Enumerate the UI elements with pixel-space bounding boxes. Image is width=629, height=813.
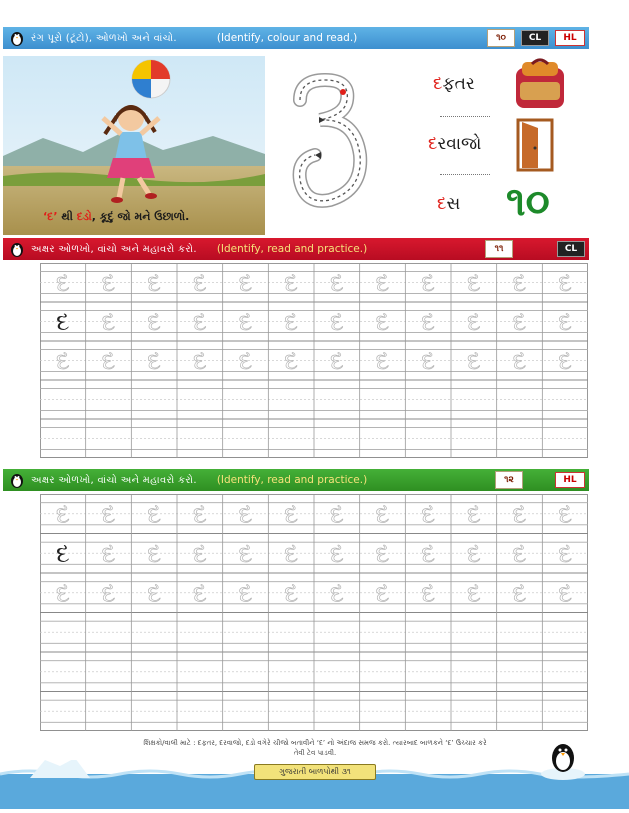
trace-letter[interactable]: દ [284, 308, 298, 337]
section2-cl-badge: CL [557, 241, 585, 257]
section3-instruction-gujarati: અક્ષર ઓળખો, વાંચો અને મહાવરો કરો. [31, 474, 197, 486]
trace-letter[interactable]: દ [55, 499, 70, 529]
trace-letter[interactable]: દ [192, 499, 207, 529]
trace-letter[interactable]: દ [466, 578, 481, 608]
trace-letter[interactable]: દ [558, 499, 573, 529]
trace-letter[interactable]: દ [467, 269, 481, 298]
trace-letter[interactable]: દ [101, 538, 116, 568]
trace-letter[interactable]: દ [147, 578, 162, 608]
trace-letter[interactable]: દ [375, 269, 390, 298]
trace-letter[interactable]: દ [467, 308, 481, 337]
trace-letter[interactable]: દ [56, 347, 70, 376]
section1-number-badge: ૧૦ [487, 29, 515, 47]
penguin-icon [9, 240, 25, 258]
girl-with-ball-illustration [3, 56, 265, 235]
caption-rest: , કૂદું જો મને ઉછાળો. [91, 210, 190, 223]
model-letter: દ [56, 308, 70, 337]
section1-header [3, 27, 589, 49]
trace-letter[interactable]: દ [193, 347, 207, 376]
divider [440, 116, 490, 117]
trace-letter[interactable]: દ [147, 269, 161, 298]
trace-letter[interactable]: દ [329, 578, 344, 608]
trace-letter[interactable]: દ [238, 269, 253, 298]
trace-letter[interactable]: દ [330, 269, 344, 298]
trace-letter[interactable]: દ [375, 578, 390, 608]
trace-letter[interactable]: દ [330, 347, 344, 376]
trace-letter[interactable]: દ [147, 538, 162, 568]
word-darvajo-rest: રવાજો [437, 134, 482, 154]
trace-letter[interactable]: દ [421, 499, 436, 529]
practice-grid-1[interactable] [40, 263, 588, 459]
practice-grid-2[interactable] [40, 494, 588, 732]
section1-instruction-english: (Identify, colour and read.) [216, 32, 358, 44]
trace-letter[interactable]: દ [512, 538, 527, 568]
trace-letter[interactable]: દ [330, 308, 344, 337]
caption-word: દડો [76, 210, 92, 223]
trace-letter[interactable]: દ [466, 499, 481, 529]
scene-caption [43, 210, 189, 224]
caption-mid: થી [57, 210, 77, 223]
trace-letter[interactable]: દ [101, 308, 116, 337]
trace-letter[interactable]: દ [56, 269, 70, 298]
trace-letter[interactable]: દ [558, 578, 573, 608]
trace-letter[interactable]: દ [466, 538, 481, 568]
number-ten-icon: ૧૦ [506, 179, 550, 225]
section3-header [3, 469, 589, 491]
practice-grid-svg[interactable] [40, 263, 588, 458]
model-letter: દ [55, 538, 70, 568]
section3-number-badge: ૧૨ [495, 471, 523, 489]
word-das-initial: દ [437, 194, 447, 214]
trace-letter[interactable]: દ [421, 538, 436, 568]
trace-letter[interactable]: દ [512, 308, 527, 337]
page-number-label: ગુજરાતી બાળપોથી ૩૧ [254, 764, 376, 780]
trace-letter[interactable]: દ [375, 308, 390, 337]
school-bag-icon [510, 56, 570, 116]
trace-letter[interactable]: દ [512, 347, 527, 376]
trace-letter[interactable]: દ [101, 578, 116, 608]
trace-letter[interactable]: દ [558, 347, 572, 376]
trace-letter[interactable]: દ [375, 347, 390, 376]
trace-letter[interactable]: દ [558, 269, 572, 298]
section2-header [3, 238, 589, 260]
trace-letter[interactable]: દ [467, 347, 481, 376]
trace-letter[interactable]: દ [421, 578, 436, 608]
word-darvajo [428, 134, 481, 154]
trace-letter[interactable]: દ [284, 538, 299, 568]
teacher-note-line2: તેવી ટેવ પાડવી. [293, 749, 337, 757]
section2-number-badge: ૧૧ [485, 240, 513, 258]
trace-letter[interactable]: દ [284, 269, 298, 298]
trace-letter[interactable]: દ [512, 578, 527, 608]
trace-letter[interactable]: દ [421, 269, 435, 298]
section3-instruction-english: (Identify, read and practice.) [216, 474, 368, 486]
section1-hl-badge: HL [555, 30, 585, 46]
caption-letter: ‘દ’ [43, 210, 58, 223]
trace-letter[interactable]: દ [558, 538, 573, 568]
section2-instruction-gujarati: અક્ષર ઓળખો, વાંચો અને મહાવરો કરો. [31, 243, 197, 255]
trace-letter[interactable]: દ [329, 499, 344, 529]
trace-letter[interactable]: દ [284, 578, 299, 608]
trace-letter[interactable]: દ [512, 499, 527, 529]
word-darvajo-initial: દ [428, 134, 438, 154]
trace-letter[interactable]: દ [329, 538, 344, 568]
trace-letter[interactable]: દ [238, 499, 253, 529]
section1-cl-badge: CL [521, 30, 549, 46]
teacher-note-line1: શિક્ષકો/વાલી માટે : દફતર, દરવાજો, દડો વગેરે ચીજો બતાવીને ‘દ’ નો અંદાજ સમજ કરો. ત્યારબાદ બાળકને ‘દ’ ઉચ્ચાર કરે [143, 739, 487, 747]
trace-letter[interactable]: દ [147, 308, 161, 337]
word-daftar-initial: દ [433, 74, 443, 94]
trace-letter[interactable]: દ [192, 538, 207, 568]
trace-letter[interactable]: દ [375, 538, 390, 568]
trace-letter[interactable]: દ [147, 499, 162, 529]
practice-grid-svg[interactable] [40, 494, 588, 731]
word-das [437, 194, 460, 214]
penguin-icon [9, 471, 25, 489]
section1-instruction-gujarati: રંગ પૂરો (ટૂંટો), ઓળખો અને વાંચો. [31, 32, 177, 44]
trace-letter[interactable]: દ [238, 578, 253, 608]
section2-instruction-english: (Identify, read and practice.) [216, 243, 368, 255]
trace-letter[interactable]: દ [238, 347, 253, 376]
trace-letter[interactable]: દ [558, 308, 572, 337]
trace-letter[interactable]: દ [284, 499, 299, 529]
door-icon [516, 118, 554, 176]
trace-letter[interactable]: દ [193, 269, 207, 298]
divider [440, 174, 490, 175]
word-daftar-rest: ફતર [442, 74, 475, 94]
trace-letter[interactable]: દ [101, 499, 116, 529]
word-das-rest: સ [446, 194, 461, 214]
trace-letter[interactable]: દ [193, 308, 207, 337]
word-daftar [433, 74, 475, 94]
trace-letter[interactable]: દ [284, 347, 298, 376]
trace-letter[interactable]: દ [421, 347, 435, 376]
trace-letter[interactable]: દ [101, 347, 116, 376]
trace-letter[interactable]: દ [192, 578, 207, 608]
trace-letter[interactable]: દ [238, 538, 253, 568]
big-tracing-letter [275, 60, 375, 230]
trace-letter[interactable]: દ [421, 308, 435, 337]
penguin-on-ice-icon [540, 736, 586, 784]
trace-letter[interactable]: દ [147, 347, 161, 376]
trace-letter[interactable]: દ [55, 578, 70, 608]
section3-hl-badge: HL [555, 472, 585, 488]
trace-letter[interactable]: દ [512, 269, 527, 298]
trace-letter[interactable]: દ [375, 499, 390, 529]
penguin-icon [9, 29, 25, 47]
trace-letter[interactable]: દ [238, 308, 253, 337]
trace-letter[interactable]: દ [101, 269, 116, 298]
